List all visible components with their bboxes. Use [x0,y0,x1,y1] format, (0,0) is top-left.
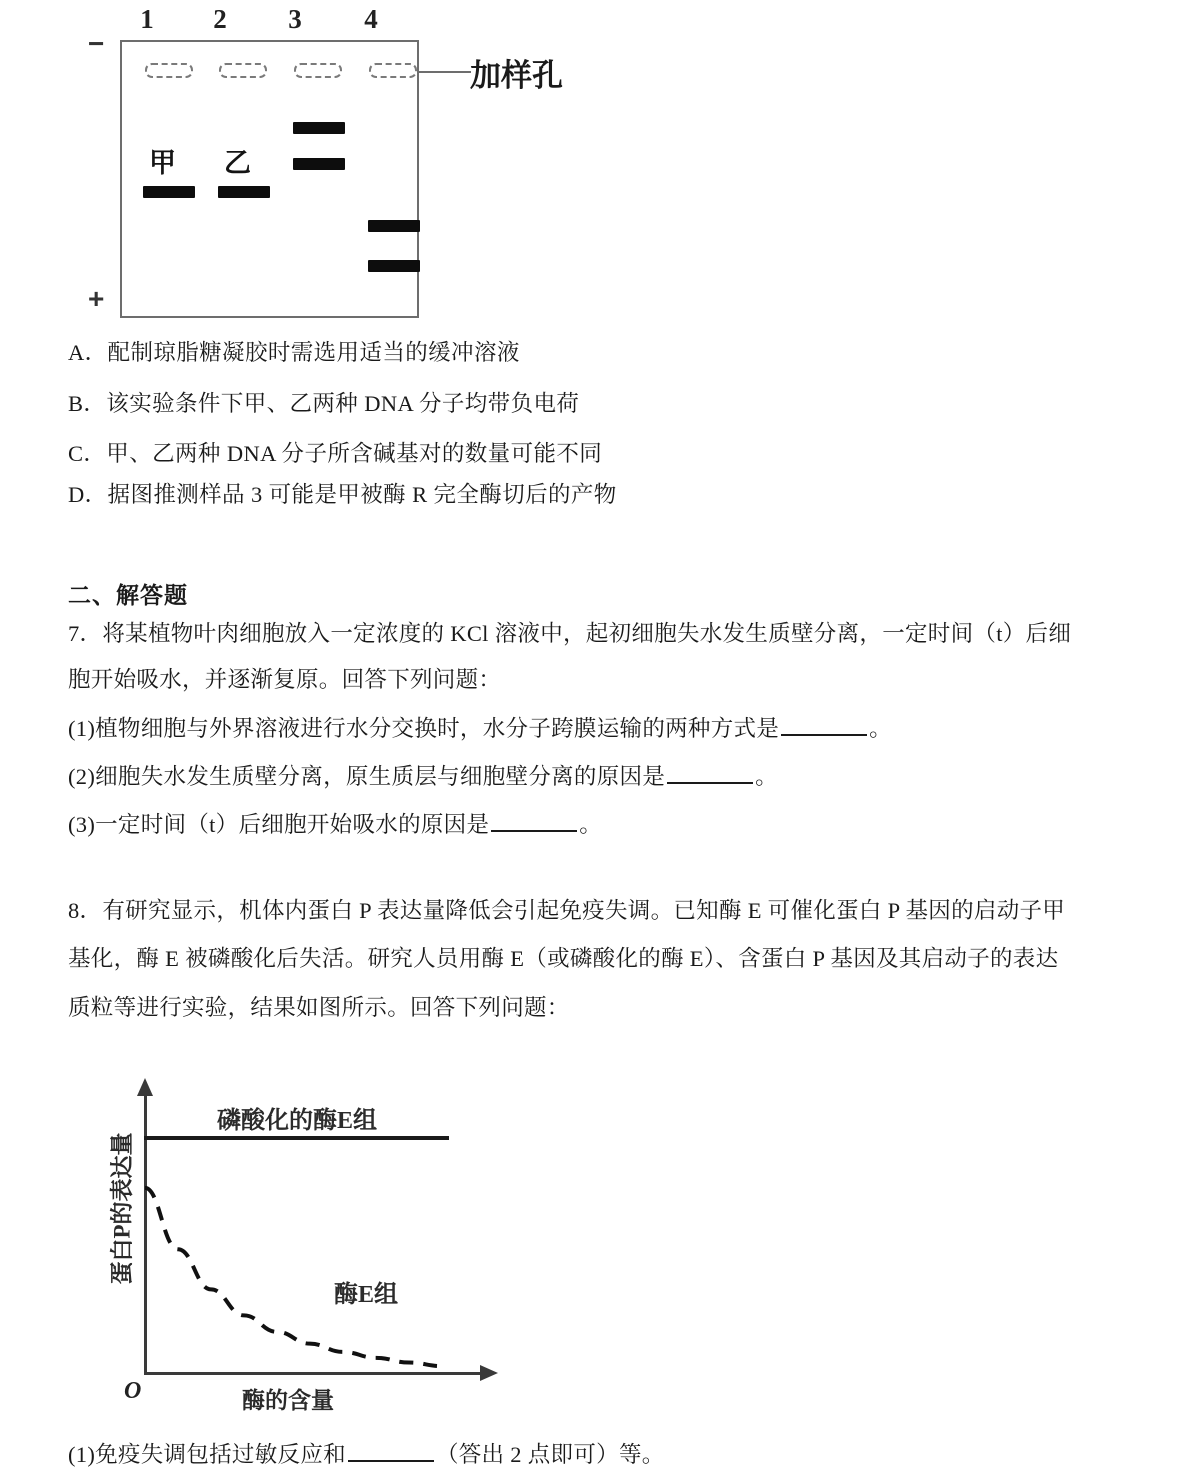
lane-number-2: 2 [213,4,227,34]
question7-sub1-text: (1)植物细胞与外界溶液进行水分交换时，水分子跨膜运输的两种方式是 [68,716,780,741]
question7-sub3-text: (3)一定时间（t）后细胞开始吸水的原因是 [68,812,490,837]
lane-number-3: 3 [288,4,302,34]
question8-stem-line3: 质粒等进行实验，结果如图所示。回答下列问题： [68,995,570,1020]
question7-sub2-period: 。 [755,764,778,789]
sample-label-jia: 甲 [149,148,176,178]
sample-well-annotation-label: 加样孔 [470,58,563,93]
negative-pole-label: − [88,28,105,59]
question7-sub2-text: (2)细胞失水发生质壁分离，原生质层与细胞壁分离的原因是 [68,764,666,789]
sample-well-4 [369,63,417,78]
series-curve-enzyme-e [92,1082,522,1412]
answer-blank-7-3[interactable] [491,816,577,832]
question7-sub2 [68,766,778,789]
dna-band-lane1-1 [143,186,195,198]
answer-blank-7-1[interactable] [781,720,867,736]
question7-sub1 [68,718,892,741]
gel-electrophoresis-figure [84,4,644,324]
answer-blank-7-2[interactable] [667,768,753,784]
dna-band-lane2-1 [218,186,270,198]
protein-expression-chart [92,1082,522,1412]
question7-stem-line2: 胞开始吸水，并逐渐复原。回答下列问题： [68,667,502,692]
sample-well-3 [294,63,342,78]
chart-x-axis-label: 酶的含量 [242,1388,334,1413]
question8-stem-line2: 基化，酶 E 被磷酸化后失活。研究人员用酶 E（或磷酸化的酶 E）、含蛋白 P 基因及其启动子的表达 [68,946,1059,971]
chart-origin-label: O [124,1378,142,1404]
question8-sub1-text: (1)免疫失调包括过敏反应和 [68,1442,346,1467]
dna-band-lane4-1 [368,220,420,232]
question8-sub1 [68,1444,665,1467]
sample-well-2 [219,63,267,78]
dna-band-lane4-2 [368,260,420,272]
question7-sub3 [68,814,602,837]
option-a: A．配制琼脂糖凝胶时需选用适当的缓冲溶液 [68,340,520,365]
question7-sub3-period: 。 [579,812,603,837]
question8-sub1-tail: （答出 2 点即可）等。 [435,1442,665,1467]
lane-number-1: 1 [140,4,154,34]
question7-sub1-period: 。 [869,716,892,741]
section-heading-two: 二、解答题 [68,583,188,608]
question7-stem-line1: 7．将某植物叶肉细胞放入一定浓度的 KCl 溶液中，起初细胞失水发生质壁分离，一定时间（t）后细 [68,621,1072,646]
dna-band-lane3-1 [293,122,345,134]
chart-y-axis-label: 蛋白P的表达量 [109,1132,135,1285]
sample-label-yi: 乙 [224,148,251,178]
dna-band-lane3-2 [293,158,345,170]
option-c: C．甲、乙两种 DNA 分子所含碱基对的数量可能不同 [68,441,603,466]
lane-number-4: 4 [364,4,378,34]
gel-plate [120,40,419,318]
well-pointer-line [419,71,471,73]
series-label-enzyme-e: 酶E组 [334,1282,399,1308]
option-b: B．该实验条件下甲、乙两种 DNA 分子均带负电荷 [68,391,580,416]
positive-pole-label: + [88,283,105,314]
question8-stem-line1: 8．有研究显示，机体内蛋白 P 表达量降低会引起免疫失调。已知酶 E 可催化蛋白 P 基因的启动子甲 [68,898,1066,923]
answer-blank-8-1[interactable] [348,1446,434,1462]
series-label-phosphorylated-enzyme-e: 磷酸化的酶E组 [217,1108,378,1134]
option-d: D．据图推测样品 3 可能是甲被酶 R 完全酶切后的产物 [68,482,617,507]
sample-well-1 [145,63,193,78]
